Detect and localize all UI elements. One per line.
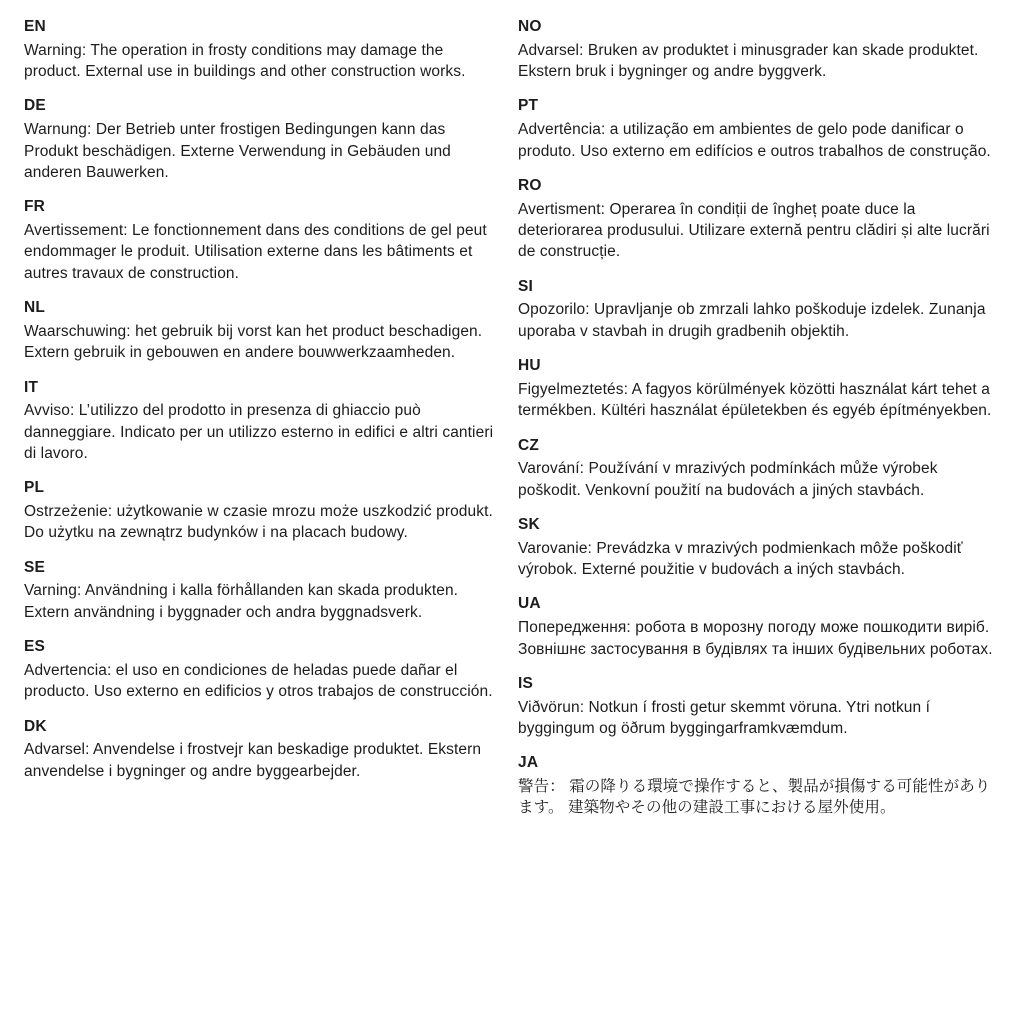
warning-entry-nl xyxy=(24,297,494,363)
left-column xyxy=(24,16,494,795)
language-code-fr: FR xyxy=(24,198,46,216)
language-code-nl: NL xyxy=(24,299,46,317)
warning-text-ro: Avertisment: Operarea în condiții de îngheț poate duce la deteriorarea produsului. Utilizare externă pentru clădiri și alte lucrări de construcție. xyxy=(518,200,990,261)
language-code-ua: UA xyxy=(518,595,541,613)
warning-entry-ua xyxy=(518,593,1004,659)
warning-entry-ja xyxy=(518,752,1004,818)
language-code-pl: PL xyxy=(24,479,45,497)
language-code-dk: DK xyxy=(24,717,47,735)
warning-text-ja: 警告： 霜の降りる環境で操作すると、製品が損傷する可能性があります。 建築物やその他の建設工事における屋外使用。 xyxy=(518,778,991,817)
language-code-hu: HU xyxy=(518,357,541,375)
language-code-is: IS xyxy=(518,674,534,692)
warning-text-it: Avviso: L’utilizzo del prodotto in presenza di ghiaccio può danneggiare. Indicato per un utilizzo esterno in edifici e altri cantieri di lavoro. xyxy=(24,402,494,462)
two-column-layout xyxy=(24,16,1004,832)
warning-text-pl: Ostrzeżenie: użytkowanie w czasie mrozu może uszkodzić produkt. Do użytku na zewnątrz budynków i na placach budowy. xyxy=(24,503,493,542)
warning-text-pt: Advertência: a utilização em ambientes de gelo pode danificar o produto. Uso externo em edifícios e outros trabalhos de construção. xyxy=(518,121,991,160)
warning-entry-hu xyxy=(518,355,1004,421)
language-code-it: IT xyxy=(24,378,39,396)
warning-entry-pl xyxy=(24,477,494,543)
warning-text-no: Advarsel: Bruken av produktet i minusgrader kan skade produktet. Ekstern bruk i bygninger og andre byggverk. xyxy=(518,41,979,81)
language-code-ro: RO xyxy=(518,176,542,194)
language-code-en: EN xyxy=(24,18,46,35)
warning-text-ua: Попередження: робота в морозну погоду може пошкодити виріб. Зовнішнє застосування в будівлях та інших будівельних роботах. xyxy=(518,619,993,658)
warning-entry-se xyxy=(24,557,494,623)
warning-entry-si xyxy=(518,276,1004,342)
language-code-pt: PT xyxy=(518,97,539,115)
language-code-de: DE xyxy=(24,97,46,115)
warning-text-se: Varning: Användning i kalla förhållanden kan skada produkten. Extern användning i byggnader och andra byggnadsverk. xyxy=(24,582,459,621)
warning-entry-es xyxy=(24,636,494,702)
warning-text-nl: Waarschuwing: het gebruik bij vorst kan het product beschadigen. Extern gebruik in gebouwen en andere bouwwerkzaamheden. xyxy=(24,322,483,362)
warning-entry-fr xyxy=(24,196,494,284)
language-code-no: NO xyxy=(518,18,542,35)
language-code-ja: JA xyxy=(518,754,539,772)
warning-entry-ro xyxy=(518,175,1004,263)
warning-text-sk: Varovanie: Prevádzka v mrazivých podmienkach môže poškodiť výrobok. Externé použitie v budovách a iných stavbách. xyxy=(518,539,963,579)
warning-text-is: Viðvörun: Notkun í frosti getur skemmt vöruna. Ytri notkun í byggingum og öðrum byggingarframkvæmdum. xyxy=(518,698,931,737)
language-code-si: SI xyxy=(518,277,534,295)
right-column xyxy=(518,16,1004,832)
warning-text-de: Warnung: Der Betrieb unter frostigen Bedingungen kann das Produkt beschädigen. Externe Verwendung in Gebäuden und anderen Bauwerken. xyxy=(24,121,451,181)
warning-text-es: Advertencia: el uso en condiciones de heladas puede dañar el producto. Uso externo en edificios y otros trabajos de construcción. xyxy=(24,661,493,701)
warning-text-fr: Avertissement: Le fonctionnement dans des conditions de gel peut endommager le produit. Utilisation externe dans les bâtiments et autres travaux de construction. xyxy=(24,221,487,282)
warning-text-cz: Varování: Používání v mrazivých podmínkách může výrobek poškodit. Venkovní použití na budovách a jiných stavbách. xyxy=(518,460,938,499)
language-code-sk: SK xyxy=(518,516,540,533)
warning-entry-pt xyxy=(518,95,1004,161)
warning-text-dk: Advarsel: Anvendelse i frostvejr kan beskadige produktet. Ekstern anvendelse i bygninger og andre byggearbejder. xyxy=(24,741,482,780)
warning-entry-is xyxy=(518,673,1004,739)
warning-entry-no xyxy=(518,16,1004,82)
warning-text-si: Opozorilo: Upravljanje ob zmrzali lahko poškoduje izdelek. Zunanja uporaba v stavbah in drugih gradbenih objektih. xyxy=(518,301,986,340)
warning-entry-it xyxy=(24,377,494,465)
language-code-es: ES xyxy=(24,638,46,656)
warning-entry-en xyxy=(24,16,494,82)
warning-entry-de xyxy=(24,95,494,183)
language-code-cz: CZ xyxy=(518,436,540,454)
warning-text-en: Warning: The operation in frosty conditions may damage the product. External use in buildings and other construction works. xyxy=(24,41,466,81)
warning-text-hu: Figyelmeztetés: A fagyos körülmények közötti használat kárt tehet a termékben. Kültéri használat épületekben és egyéb építményekben. xyxy=(518,380,992,420)
language-code-se: SE xyxy=(24,558,46,576)
warning-entry-cz xyxy=(518,435,1004,501)
warning-entry-sk xyxy=(518,514,1004,580)
warning-entry-dk xyxy=(24,716,494,782)
